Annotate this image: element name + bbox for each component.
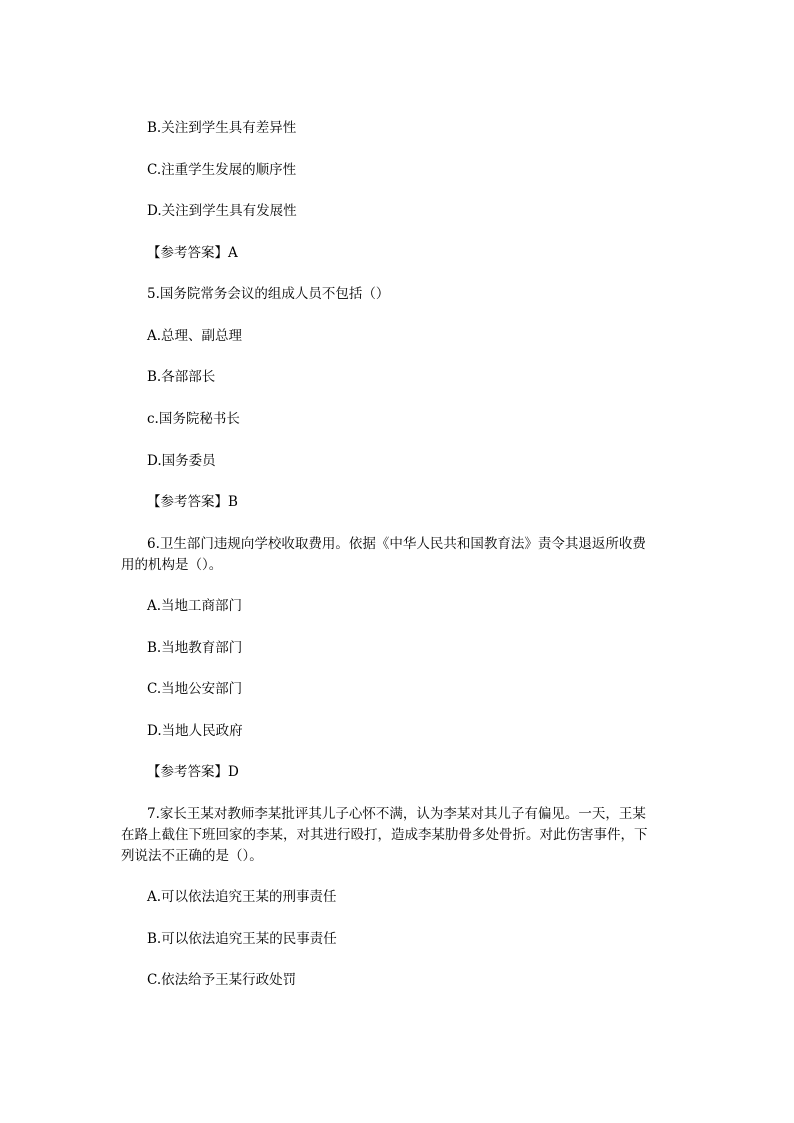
q6-option-a: A.当地工商部门: [147, 598, 243, 614]
q5-option-b: B.各部部长: [147, 369, 216, 385]
q6-option-b: B.当地教育部门: [147, 640, 243, 656]
q5-answer: 【参考答案】B: [147, 494, 238, 510]
q5-option-a: A.总理、副总理: [147, 328, 243, 344]
q5-question: 5.国务院常务会议的组成人员不包括（）: [147, 286, 390, 302]
q6-option-d: D.当地人民政府: [147, 723, 243, 739]
q7-question-line2: 在路上截住下班回家的李某，对其进行殴打，造成李某肋骨多处骨折。对此伤害事件，下: [121, 827, 648, 843]
q7-question-line3: 列说法不正确的是（）。: [121, 848, 263, 864]
q6-question-line2: 用的机构是（）。: [121, 557, 223, 573]
q6-option-c: C.当地公安部门: [147, 681, 243, 697]
q6-question-line1: 6.卫生部门违规向学校收取费用。依据《中华人民共和国教育法》责令其退返所收费: [147, 536, 646, 552]
q5-option-c: c.国务院秘书长: [147, 411, 240, 427]
q4-option-c: C.注重学生发展的顺序性: [147, 162, 297, 178]
q4-answer: 【参考答案】A: [147, 245, 238, 261]
q7-option-a: A.可以依法追究王某的刑事责任: [147, 889, 337, 905]
q7-question-line1: 7.家长王某对教师李某批评其儿子心怀不满，认为李某对其儿子有偏见。一天，王某: [147, 806, 646, 822]
q7-option-b: B.可以依法追究王某的民事责任: [147, 931, 337, 947]
q6-answer: 【参考答案】D: [147, 764, 239, 780]
q7-option-c: C.依法给予王某行政处罚: [147, 972, 297, 988]
q4-option-b: B.关注到学生具有差异性: [147, 120, 297, 136]
q4-option-d: D.关注到学生具有发展性: [147, 203, 297, 219]
q5-option-d: D.国务委员: [147, 453, 216, 469]
